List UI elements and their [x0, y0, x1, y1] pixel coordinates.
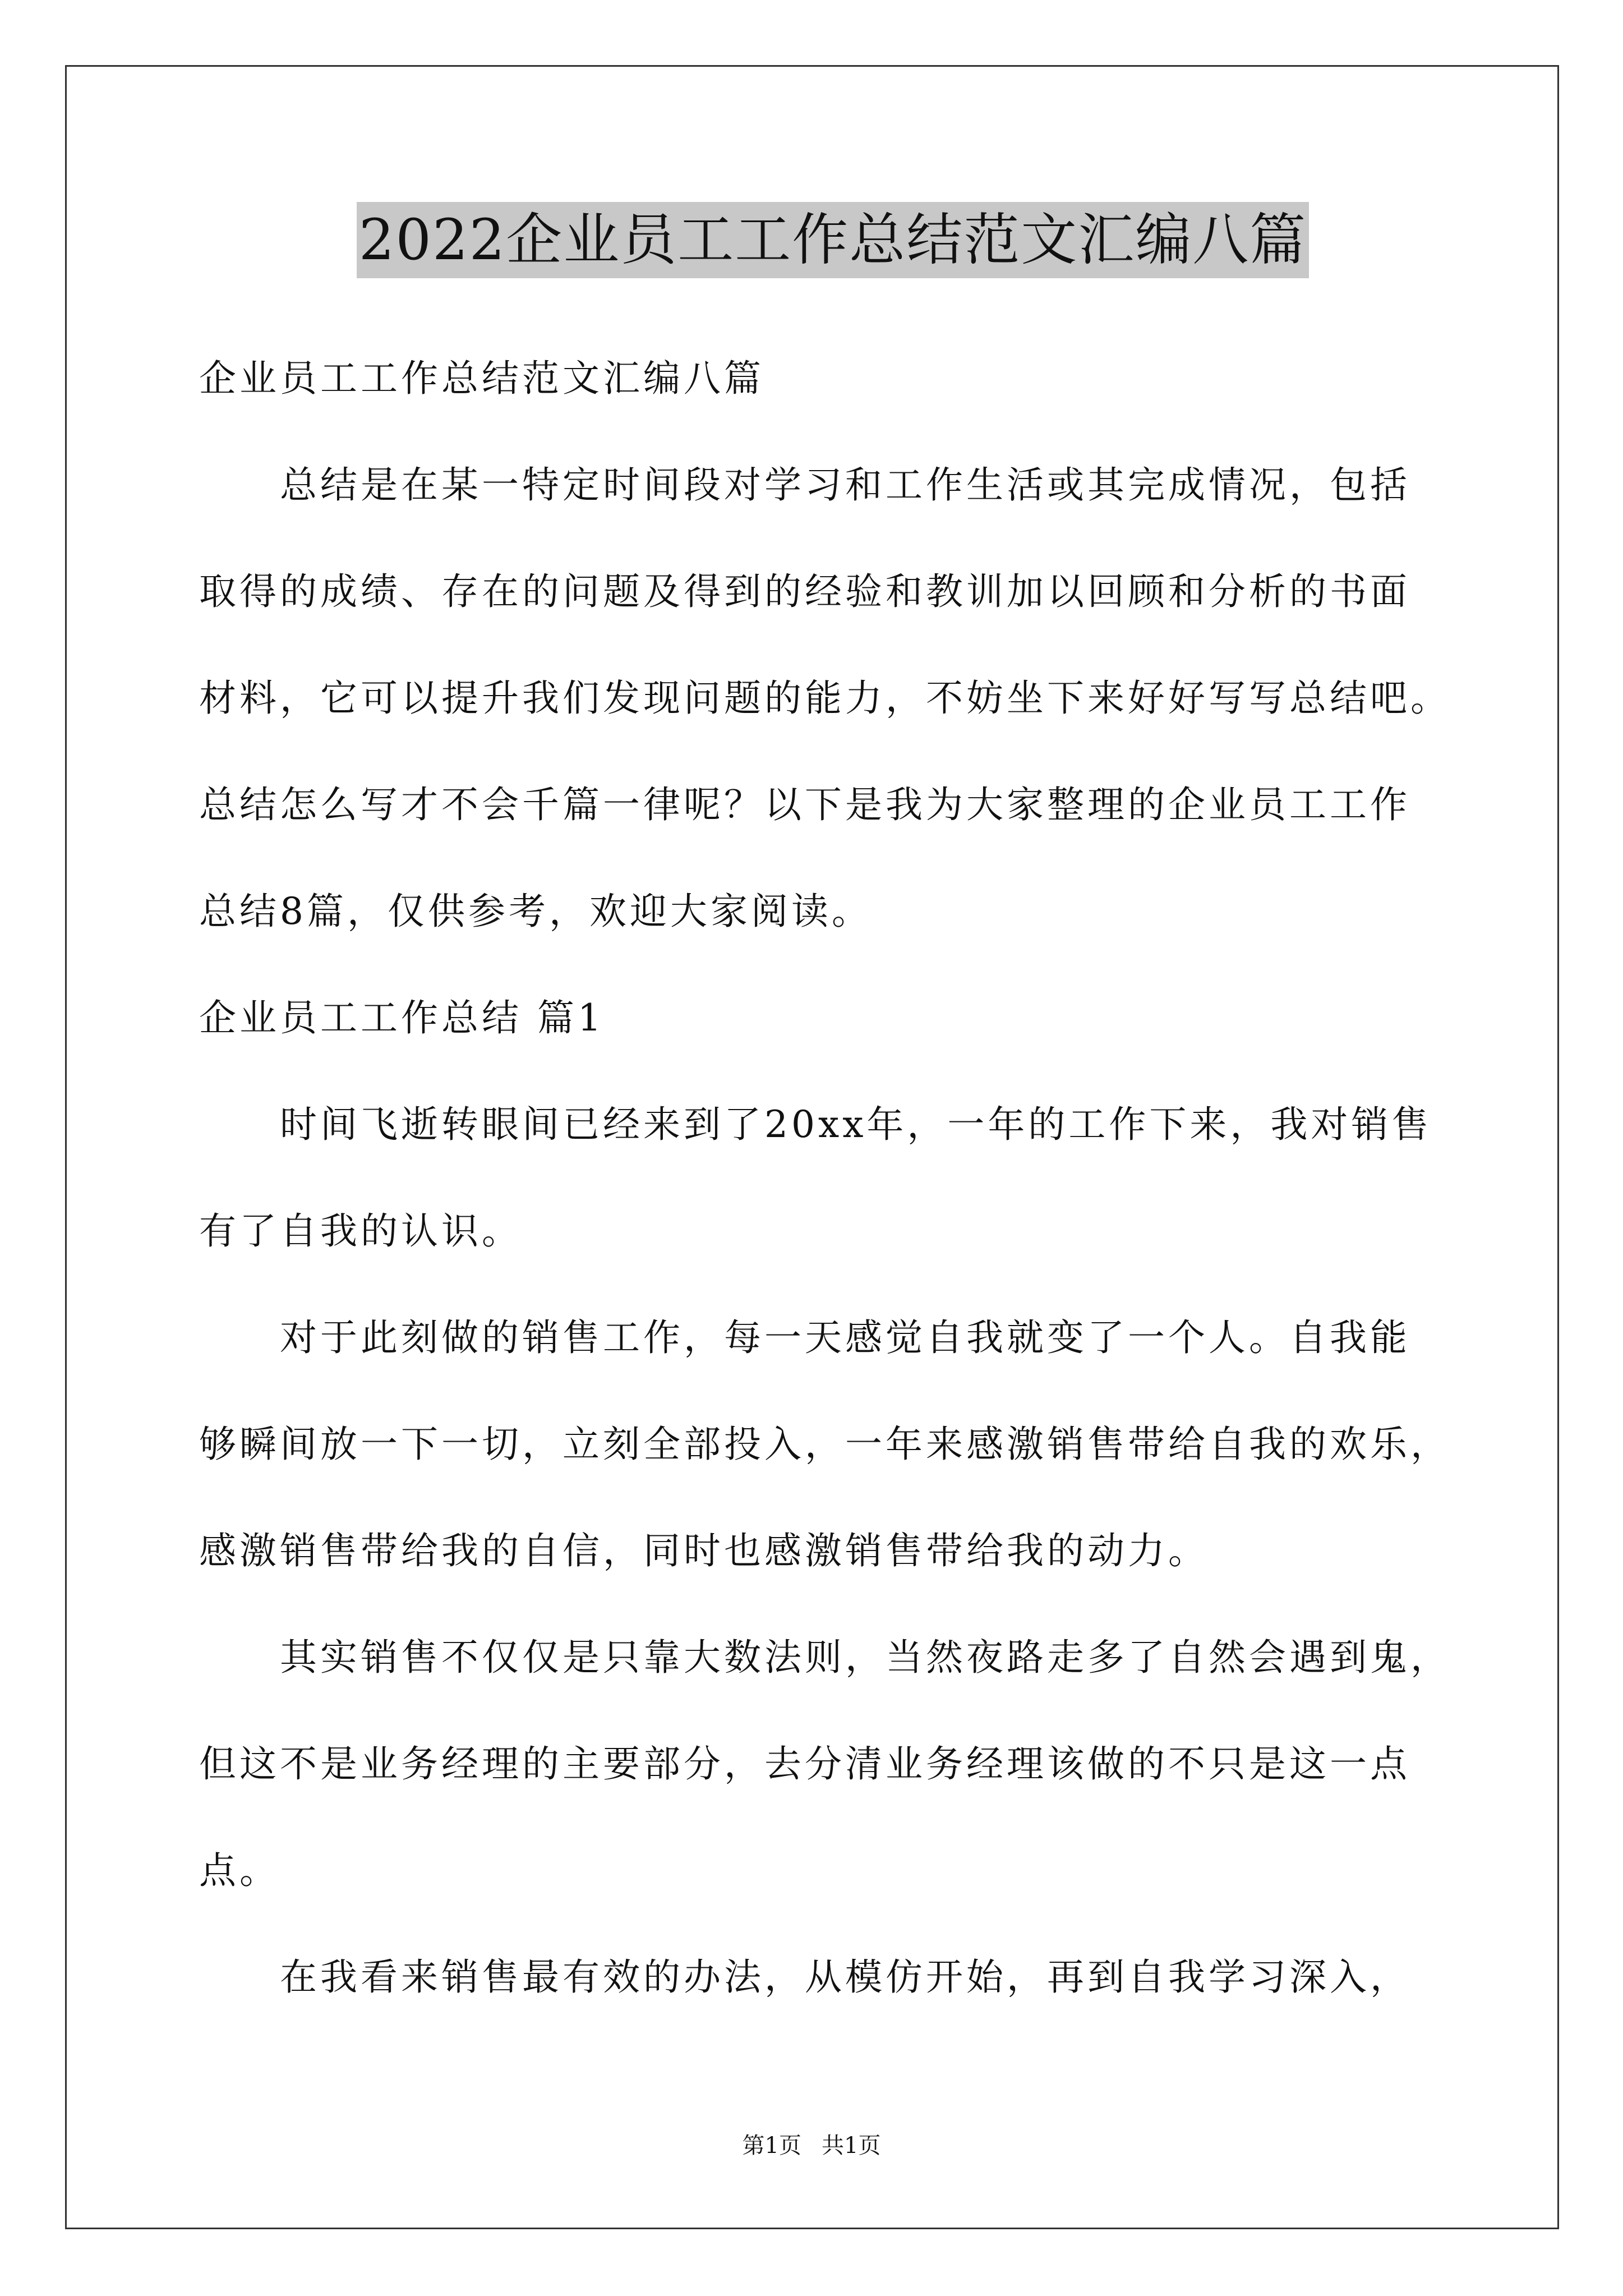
paragraph-line: 总结8篇，仅供参考，欢迎大家阅读。 [199, 890, 872, 933]
section-heading: 企业员工工作总结 篇1 [199, 996, 605, 1039]
paragraph-line: 总结是在某一特定时间段对学习和工作生活或其完成情况，包括 [199, 463, 1410, 507]
paragraph-line: 够瞬间放一下一切，立刻全部投入，一年来感激销售带给自我的欢乐， [199, 1423, 1451, 1466]
subtitle-line: 企业员工工作总结范文汇编八篇 [199, 357, 764, 400]
page-number: 第1页 [742, 2133, 801, 2159]
page-total: 共1页 [822, 2133, 881, 2159]
document-title: 2022企业员工工作总结范文汇编八篇 [357, 202, 1310, 278]
paragraph-line: 点。 [199, 1849, 280, 1892]
paragraph-line: 在我看来销售最有效的办法，从模仿开始，再到自我学习深入， [199, 1955, 1410, 1999]
paragraph-line: 有了自我的认识。 [199, 1209, 522, 1253]
paragraph-line: 对于此刻做的销售工作，每一天感觉自我就变了一个人。自我能 [199, 1316, 1410, 1359]
paragraph-line: 材料，它可以提升我们发现问题的能力，不妨坐下来好好写写总结吧。 [199, 677, 1451, 720]
paragraph-line: 其实销售不仅仅是只靠大数法则，当然夜路走多了自然会遇到鬼， [199, 1636, 1451, 1679]
paragraph-line: 感激销售带给我的自信，同时也感激销售带给我的动力。 [199, 1529, 1209, 1572]
title-wrap [199, 202, 1467, 278]
paragraph-line: 取得的成绩、存在的问题及得到的经验和教训加以回顾和分析的书面 [199, 570, 1410, 613]
paragraph-line: 但这不是业务经理的主要部分，去分清业务经理该做的不只是这一点 [199, 1742, 1410, 1786]
paragraph-line: 时间飞逝转眼间已经来到了20xx年，一年的工作下来，我对销售 [199, 1103, 1432, 1146]
page-footer [0, 2132, 1623, 2160]
paragraph-line: 总结怎么写才不会千篇一律呢？以下是我为大家整理的企业员工工作 [199, 783, 1410, 826]
